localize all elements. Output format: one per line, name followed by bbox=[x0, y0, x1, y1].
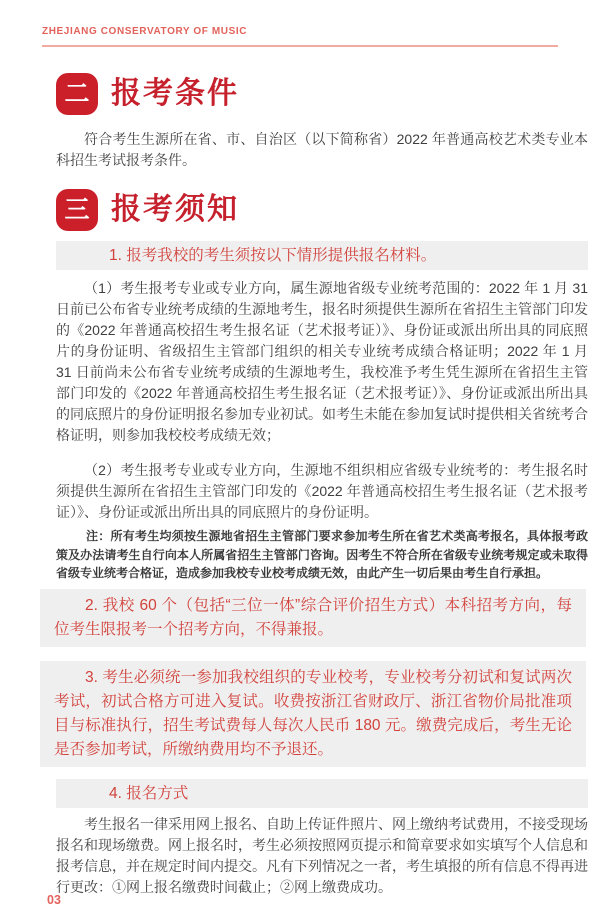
item1-note: 注：所有考生均须按生源地省招生主管部门要求参加考生所在省艺术类高考报名，具体报考政策及办法请考生自行向本人所属省招生主管部门咨询。因考生不符合所在省级专业统考规定或未取得省级专业统考合格证，造成参加我校专业校考成绩无效，由此产生一切后果由考生自行承担。 bbox=[56, 529, 588, 580]
page-number: 03 bbox=[47, 893, 61, 907]
eligibility-paragraph: 符合考生生源所在省、市、自治区（以下简称省）2022 年普通高校艺术类专业本科招生考试报考条件。 bbox=[56, 131, 588, 168]
section-title-text-3: 报考须知 bbox=[111, 193, 239, 226]
item2-highlight-block: 2. 我校 60 个（包括“三位一体”综合评价招生方式）本科招考方向，每位考生限报考一个招考方向，不得兼报。 bbox=[40, 589, 586, 647]
badge-numeral-2: 二 bbox=[64, 79, 90, 108]
masthead bbox=[0, 0, 600, 47]
item1-paragraph-2: （2）考生报考专业或专业方向，生源地不组织相应省级专业统考的：考生报名时须提供生源所在省招生主管部门印发的《2022 年普通高校招生考生报名证（艺术报考证）》、身份证或派出所出具的同底照片的身份证明。 bbox=[56, 462, 588, 520]
section-number-badge-3 bbox=[56, 189, 98, 231]
item3-highlight-block: 3. 考生必须统一参加我校组织的专业校考，专业校考分初试和复试两次考试，初试合格方可进入复试。收费按浙江省财政厅、浙江省物价局批准项目与标准执行，招生考试费每人每次人民币 180 元。缴费完成后，考生无论是否参加考试，所缴纳费用均不予退还。 bbox=[40, 661, 586, 767]
item1-paragraph-1: （1）考生报考专业或专业方向，属生源地省级专业统考范围的：2022 年 1 月 31 日前已公布省专业统考成绩的生源地考生，报名时须提供生源所在省招生主管部门印发的《2022 年普通高校招生考生报名证（艺术报考证）》、身份证或派出所出具的同底照片的身份证明、省级招生主管部门组织的相关专业统考成绩合格证明；2022 年 1 月 31 日前尚未公布省专业统考成绩的生源地考生，我校准予考生凭生源所在省招生主管部门印发的《2022 年普通高校招生考生报名证（艺术报考证）》、身份证或派出所出具的同底照片的身份证明报名参加专业初试。如考生未能在参加复试时提供相关省统考合格证明，则参加我校校考成绩无效； bbox=[56, 280, 588, 443]
section-title-application-notes bbox=[56, 189, 600, 231]
badge-numeral-3: 三 bbox=[64, 195, 90, 224]
section-title-text-2: 报考条件 bbox=[111, 77, 239, 110]
section-number-badge-2 bbox=[56, 73, 98, 115]
item4-heading-bar: 4. 报名方式 bbox=[56, 779, 588, 808]
item4-paragraph: 考生报名一律采用网上报名、自助上传证件照片、网上缴纳考试费用，不接受现场报名和现场缴费。网上报名时，考生必须按照网页提示和简章要求如实填写个人信息和报考信息，并在规定时间内提交。凡有下列情况之一者，考生填报的所有信息不得再进行更改：①网上报名缴费时间截止；②网上缴费成功。 bbox=[56, 815, 588, 895]
item1-heading-bar: 1. 报考我校的考生须按以下情形提供报名材料。 bbox=[56, 241, 588, 270]
org-name-text: ZHEJIANG CONSERVATORY OF MUSIC bbox=[42, 26, 248, 37]
section-title-application-requirements bbox=[56, 73, 600, 115]
header-rule bbox=[42, 45, 558, 47]
